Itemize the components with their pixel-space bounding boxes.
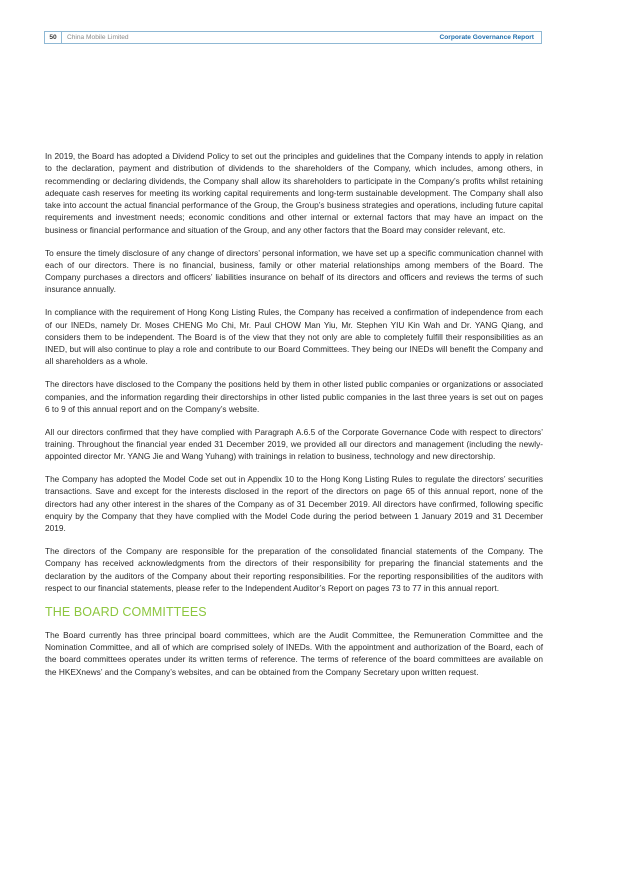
page-header <box>44 31 542 44</box>
report-body <box>45 150 543 688</box>
directors-training-paragraph: All our directors confirmed that they have complied with Paragraph A.6.5 of the Corporate Governance Code with respect to directors’ training. Throughout the financial year ended 31 December 2019, we provided all our directors and management (including the newly-appointed director Mr. YANG Jie and Wang Yuhang) with trainings in relation to business, technology and new directorship. <box>45 426 543 462</box>
company-name: China Mobile Limited <box>67 34 129 41</box>
model-code-paragraph: The Company has adopted the Model Code set out in Appendix 10 to the Hong Kong Listing Rules to regulate the directors’ securities transactions. Save and except for the interests disclosed in the report of the directors on page 65 of this annual report, none of the directors had any other interest in the shares of the Company as of 31 December 2019. All directors have confirmed, following specific enquiry by the Company that they have complied with the Model Code during the period between 1 January 2019 and 31 December 2019. <box>45 474 543 534</box>
page-number: 50 <box>45 32 62 43</box>
dividend-policy-paragraph: In 2019, the Board has adopted a Dividend Policy to set out the principles and guidelines that the Company intends to apply in relation to the declaration, payment and distribution of dividends to the shareholders of the Company, which includes, among others, in recommending or declaring dividends, the Company shall allow its shareholders to participate in the Company’s profits whilst retaining adequate cash reserves for meeting its working capital requirements and long-term sustainable development. The Company shall also take into account the actual financial performance of the Group, the Group’s business strategies and operations, including future capital requirements and investment needs; economic conditions and other internal or external factors that may have an impact on the business or financial performance and situation of the Group, and any other factors that the Board may consider relevant, etc. <box>45 151 543 235</box>
directors-disclosure-paragraph: To ensure the timely disclosure of any change of directors’ personal information, we have set up a specific communication channel with each of our directors. There is no financial, business, family or other material relationships among members of the Board. The Company purchases a directors and officers’ liabilities insurance on behalf of its directors and officers and reviews the terms of such insurance annually. <box>45 247 543 295</box>
board-committees-heading: THE BOARD COMMITTEES <box>45 604 207 619</box>
ined-independence-paragraph: In compliance with the requirement of Hong Kong Listing Rules, the Company has received a confirmation of independence from each of our INEDs, namely Dr. Moses CHENG Mo Chi, Mr. Paul CHOW Man Yiu, Mr. Stephen YIU Kin Wah and Dr. YANG Qiang, and considers them to be independent. The Board is of the view that they not only are able to completely fulfill their responsibilities as an INED, but will also continue to play a role and contribute to our Board Committees. They being our INEDs will benefit the Company and all shareholders as a whole. <box>45 307 543 367</box>
directorships-paragraph: The directors have disclosed to the Company the positions held by them in other listed public companies or organizations or associated companies, and the information regarding their directorships in other listed public companies in the last three years is set out on pages 6 to 9 of this annual report and on the Company’s website. <box>45 379 543 414</box>
financial-statements-paragraph: The directors of the Company are responsible for the preparation of the consolidated financial statements of the Company. The Company has received acknowledgments from the directors of their responsibility for preparing the financial statements and the declaration by the auditors of the Company about their reporting responsibilities. For the reporting responsibilities of the auditors with respect to our financial statements, please refer to the Independent Auditor’s Report on pages 73 to 77 in this annual report. <box>45 546 543 593</box>
board-committees-paragraph: The Board currently has three principal board committees, which are the Audit Committee, the Remuneration Committee and the Nomination Committee, and all of which are comprised solely of INEDs. With the appointment and authorization of the Board, each of the board committees operates under its written terms of reference. The terms of reference of the board committees are available on the HKEXnews’ and the Company’s websites, and can be obtained from the Company Secretary upon written request. <box>45 629 543 677</box>
section-title: Corporate Governance Report <box>439 34 534 41</box>
